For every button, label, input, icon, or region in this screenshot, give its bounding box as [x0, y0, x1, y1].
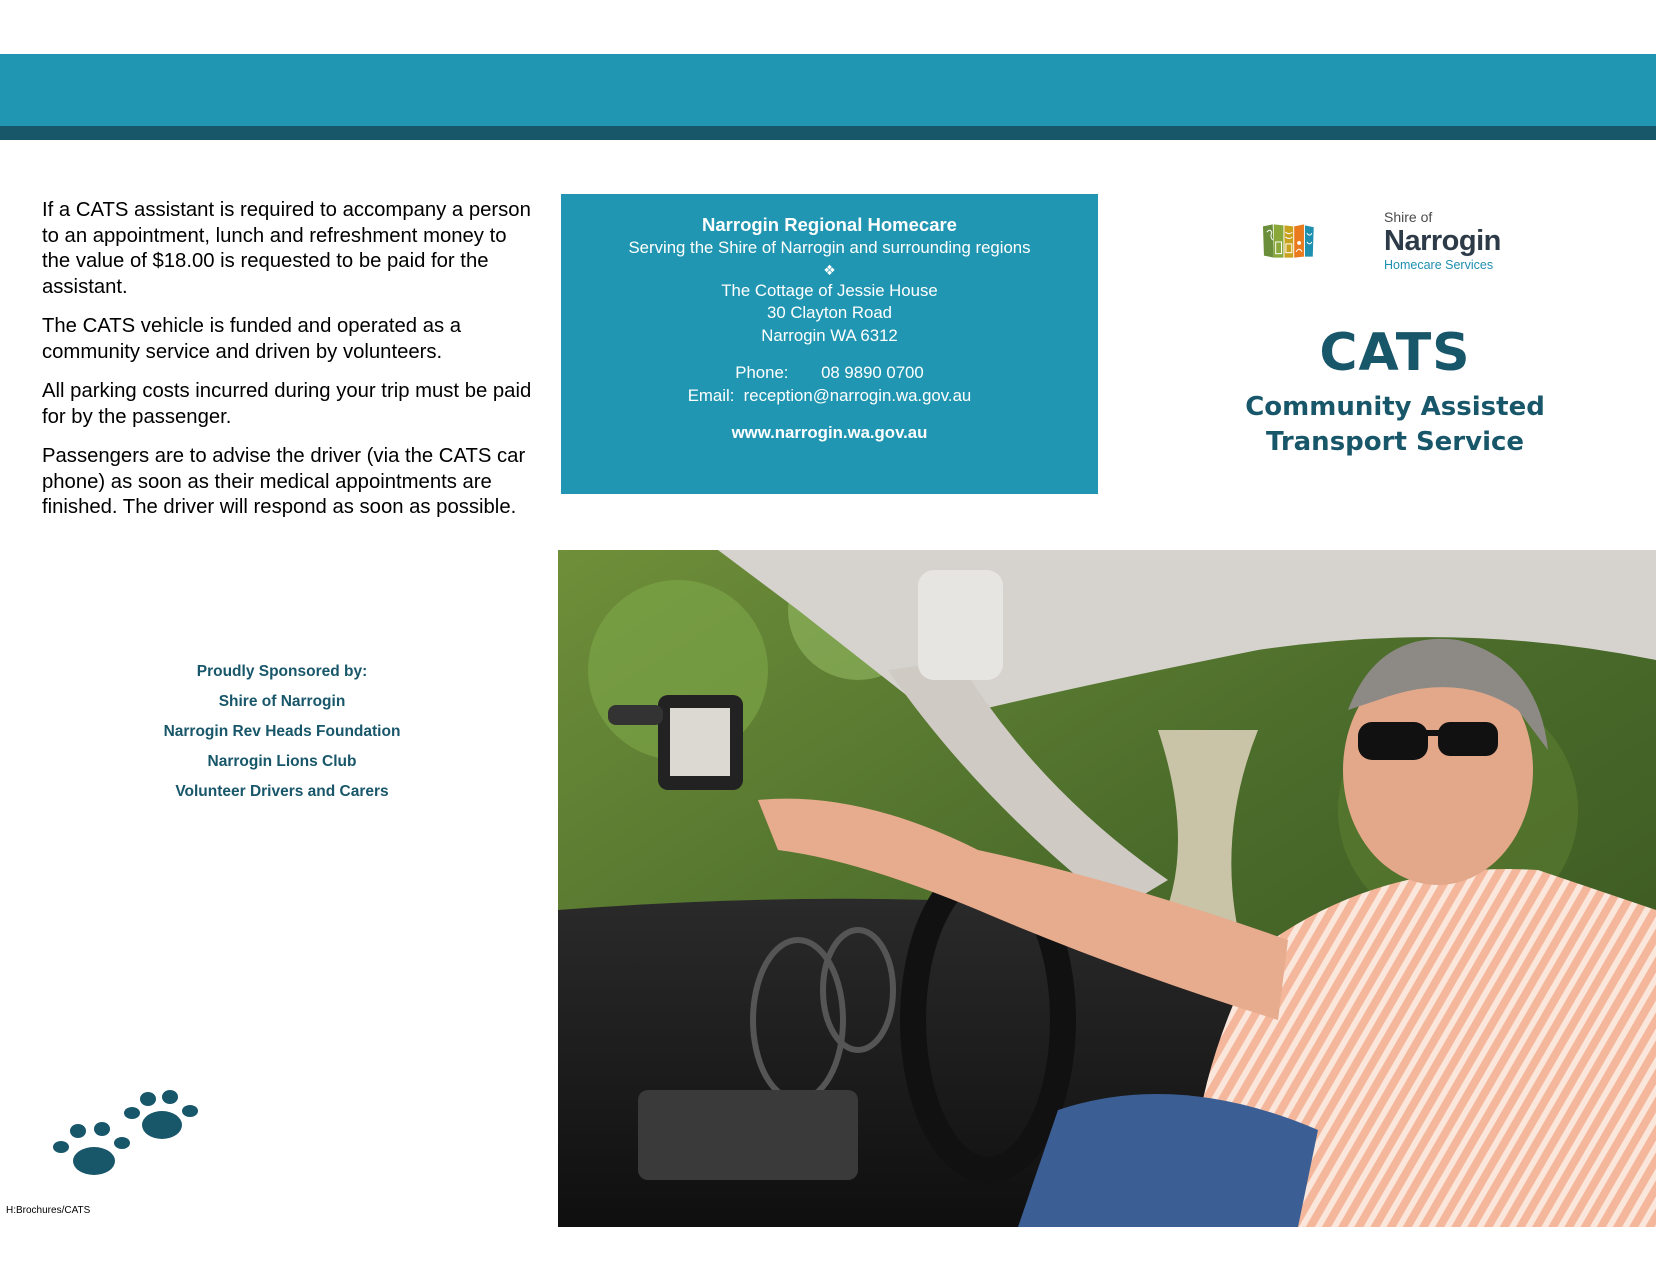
page-title: CATS — [1319, 323, 1471, 383]
file-reference: H:Brochures/CATS — [6, 1205, 91, 1216]
logo-tagline-text: Homecare Services — [1384, 258, 1494, 272]
phone-line: Phone: 08 9890 0700 — [735, 363, 924, 382]
subtitle-line-1: Community Assisted — [1245, 392, 1545, 422]
vehicle-paragraph: The CATS vehicle is funded and operated as a community service and driven by volunteers. — [42, 315, 462, 363]
header-band — [0, 54, 1656, 126]
email-line[interactable]: Email: reception@narrogin.wa.gov.au — [687, 385, 972, 405]
logo-name-text: Narrogin — [1384, 225, 1501, 257]
passenger-paragraph: Passengers are to advise the driver (via the CATS car phone) as soon as their medical appointments are finished. The driver will respond as soon as possible. — [42, 445, 526, 518]
serving-text: Serving the Shire of Narrogin and surrounding regions — [628, 238, 1031, 257]
info-text-column — [42, 198, 532, 535]
header-band-dark — [0, 126, 1656, 140]
address-line-2: 30 Clayton Road — [766, 303, 892, 322]
assistant-paragraph: If a CATS assistant is required to accompany a person to an appointment, lunch and refreshment money to the value of $18.00 is requested to be paid for the assistant. — [42, 199, 531, 298]
divider-icon: ❖ — [823, 261, 836, 278]
sponsor-item: Narrogin Rev Heads Foundation — [163, 723, 401, 740]
org-name: Narrogin Regional Homecare — [702, 214, 957, 235]
sponsor-item: Shire of Narrogin — [218, 693, 346, 710]
page-subtitle — [1190, 390, 1600, 460]
address-line-1: The Cottage of Jessie House — [721, 280, 938, 300]
parking-paragraph: All parking costs incurred during your trip must be paid for by the passenger. — [42, 380, 532, 428]
driver-photo — [558, 550, 1656, 1227]
sponsor-item: Narrogin Lions Club — [207, 753, 357, 770]
narrogin-logo-icon — [1262, 204, 1384, 276]
sponsors-heading: Proudly Sponsored by: — [196, 663, 368, 680]
contact-box — [561, 194, 1098, 494]
address-line-3: Narrogin WA 6312 — [761, 325, 898, 345]
logo-shire-text: Shire of — [1384, 209, 1433, 225]
website-link[interactable]: www.narrogin.wa.gov.au — [731, 423, 928, 442]
paw-prints-icon — [50, 1085, 210, 1177]
sponsors-section — [122, 661, 442, 811]
subtitle-line-2: Transport Service — [1265, 427, 1525, 457]
sponsor-item: Volunteer Drivers and Carers — [175, 783, 389, 800]
logo-wordmark — [1384, 209, 1501, 273]
